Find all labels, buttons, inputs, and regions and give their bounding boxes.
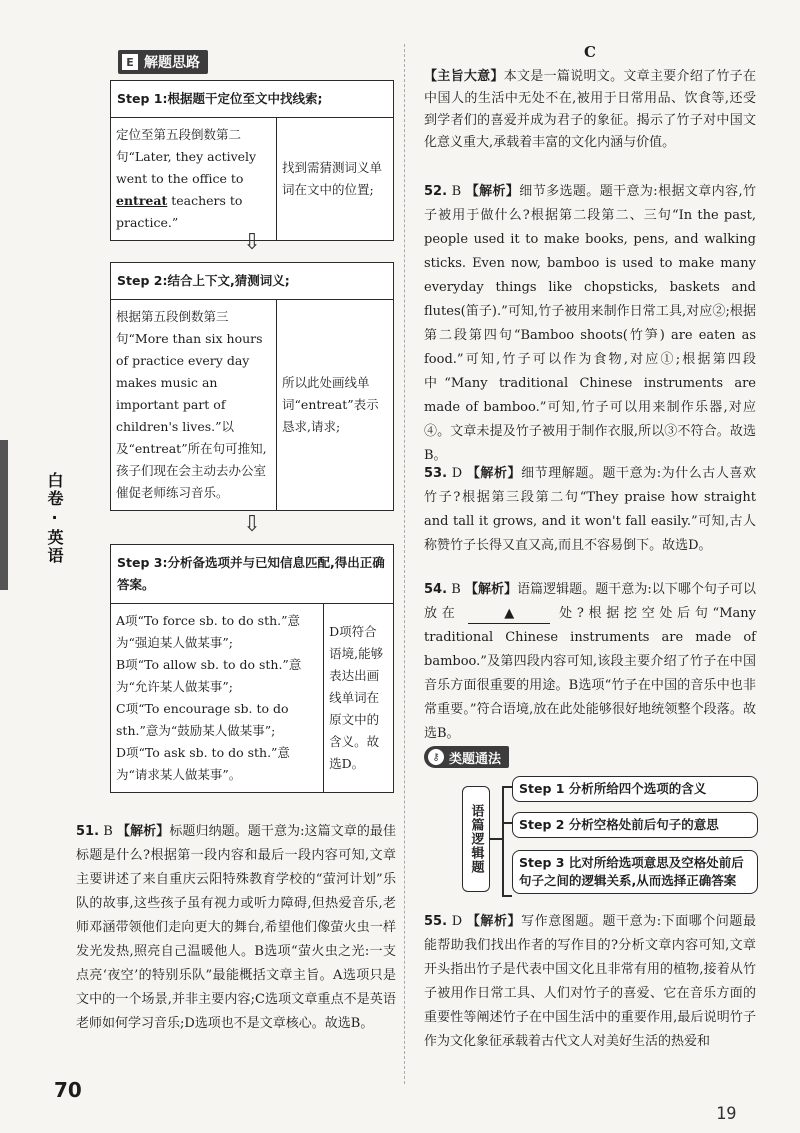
option-c: C项“To encourage sb. to do sth.”意为“鼓励某人做某事”; [116,701,289,738]
q54-answer: B [451,582,461,597]
step1-box [110,80,394,241]
q53-num: 53. [424,466,448,481]
step3-box [110,544,394,793]
q51-answer: B [103,824,113,839]
q53-text: 细节理解题。题干意为:为什么古人喜欢竹子?根据第三段第二句“They praise how straight and tall it grows, and it won't fall easily.”可知,古人称赞竹子长得又直又高,而且不容易倒下。故选D。 [424,466,756,553]
q54-tag: 【解析】 [464,582,518,597]
q52-block [424,180,756,468]
step1-title: Step 1:根据题干定位至文中找线索; [111,81,393,118]
q53-tag: 【解析】 [466,466,522,481]
flow-step-1: Step 1 分析所给四个选项的含义 [512,776,758,802]
option-d: D项“To ask sb. to do sth.”意为“请求某人做某事”。 [116,745,290,782]
key-icon: ⚷ [428,749,444,765]
q54-num: 54. [424,582,448,597]
step1-right: 找到需猜测词义单词在文中的位置; [282,160,383,197]
step2-left: 根据第五段倒数第三句“More than six hours of practice every day makes music an important part of children's lives.”以及“entreat”所在句可推知,孩子们现在会主动去办公室催促老师练习音乐。 [111,300,277,510]
step2-box [110,262,394,511]
down-arrow-icon: ⇩ [242,512,262,537]
tips-tag [424,746,509,768]
passage-heading: C [584,43,596,61]
flow-connector [502,786,512,788]
q52-num: 52. [424,184,448,199]
q53-answer: D [451,466,463,481]
main-idea-tag: 【主旨大意】 [424,69,504,84]
side-tab-label: 白卷·英语 [45,471,64,565]
q51-tag: 【解析】 [117,824,170,839]
flow-left-label: 语篇逻辑题 [462,786,490,892]
q51-num: 51. [76,824,100,839]
q51-text: 标题归纳题。题干意为:这篇文章的最佳标题是什么?根据第一段内容和最后一段内容可知,文章主要讲述了来自重庆云阳特殊教育学校的“萤河计划”乐队的故事,这些孩子虽有视力或听力障碍,但热爱音乐,老师邓涵带领他们走向更大的舞台,希望他们像萤火虫一样发光发热,照亮自己温暖他人。B选项“萤火虫之光:一支点亮‘夜空’的特别乐队”最能概括文章主旨。A选项只是文中的一个场景,并非主要内容;C选项文章重点不是英语老师如何学习音乐;D选项也不是文章核心。故选B。 [76,824,396,1031]
flow-connector [502,895,512,897]
explain-icon: E [122,54,138,70]
q53-block [424,462,756,558]
q55-num: 55. [424,914,448,929]
bottom-page-number: 19 [716,1104,737,1124]
step2-title: Step 2:结合上下文,猜测词义; [111,263,393,300]
q55-text: 写作意图题。题干意为:下面哪个问题最能帮助我们找出作者的写作目的?分析文章内容可知,文章开头指出竹子是代表中国文化且非常有用的植物,接着从竹子被用作日常工具、人们对竹子的喜爱、它在音乐方面的重要性等阐述竹子在中国生活中的重要作用,最后说明竹子作为文化象征承载着古代文人对美好生活的热爱和 [424,914,756,1049]
step1-left: 定位至第五段倒数第二句“Later, they actively went to the office to entreat teachers to practice.” [111,118,277,240]
option-a: A项“To force sb. to do sth.”意为“强迫某人做某事”; [116,613,301,650]
q51-block [76,820,396,1036]
q54-block [424,578,756,746]
side-bar [0,440,8,590]
column-divider [404,44,405,1084]
flow-step-3: Step 3 比对所给选项意思及空格处前后句子之间的逻辑关系,从而选择正确答案 [512,850,758,894]
q55-block [424,910,756,1054]
entreat-word: entreat [116,193,168,208]
q55-tag: 【解析】 [466,914,522,929]
q54-text-after: 处?根据挖空处后句“Many traditional Chinese instruments are made of bamboo.”及第四段内容可知,该段主要介绍了竹子在中国音乐方面很重要的用途。B选项“竹子在中国的音乐中也非常重要。”符合语境,放在此处能够很好地统领整个段落。故选B。 [424,606,756,741]
down-arrow-icon: ⇩ [242,230,262,255]
step3-right: D项符合语境,能够表达出画线单词在原文中的含义。故选D。 [329,624,384,771]
step3-left [111,604,324,792]
q52-text: 细节多选题。题干意为:根据文章内容,竹子被用于做什么?根据第二段第二、三句“In the past, people used it to make books, pens, and walking sticks. Even now, bamboo is used to make many everyday things like chopsticks, baskets and flutes(笛子).”可知,竹子被用来制作日常工具,对应②;根据第二段第四句“Bamboo shoots(竹笋) are eaten as food.”可知,竹子可以作为食物,对应①;根据第四段中“Many traditional Chinese instruments are made of bamboo.”可知,竹子可以用来制作乐器,对应④。文章未提及竹子被用于制作衣服,所以③不符合。故选B。 [424,184,757,463]
q55-answer: D [451,914,463,929]
flow-connector [502,822,512,824]
flow-connector [502,786,504,896]
step2-right: 所以此处画线单词“entreat”表示恳求,请求; [282,375,379,434]
main-idea-text: 本文是一篇说明文。文章主要介绍了竹子在中国人的生活中无处不在,被用于日常用品、饮食等,还受到学者们的喜爱并成为君子的象征。揭示了竹子对中国文化意义重大,承载着丰富的文化内涵与价值。 [424,69,756,150]
section-tag [118,50,208,74]
main-idea-block [424,66,756,154]
step3-title: Step 3:分析备选项并与已知信息匹配,得出正确答案。 [111,545,393,604]
q52-tag: 【解析】 [465,184,520,199]
flow-step-2: Step 2 分析空格处前后句子的意思 [512,812,758,838]
section-tag-label: 解题思路 [144,55,200,71]
q52-answer: B [451,184,462,199]
q54-text-before: 语篇逻辑题。题干意为:以下哪个句子可以放在 [424,582,756,621]
tips-tag-label: 类题通法 [449,751,502,767]
flow-connector [490,838,502,840]
page-number: 70 [54,1078,82,1102]
blank-marker: ▲ [468,605,550,624]
option-b: B项“To allow sb. to do sth.”意为“允许某人做某事”; [116,657,302,694]
